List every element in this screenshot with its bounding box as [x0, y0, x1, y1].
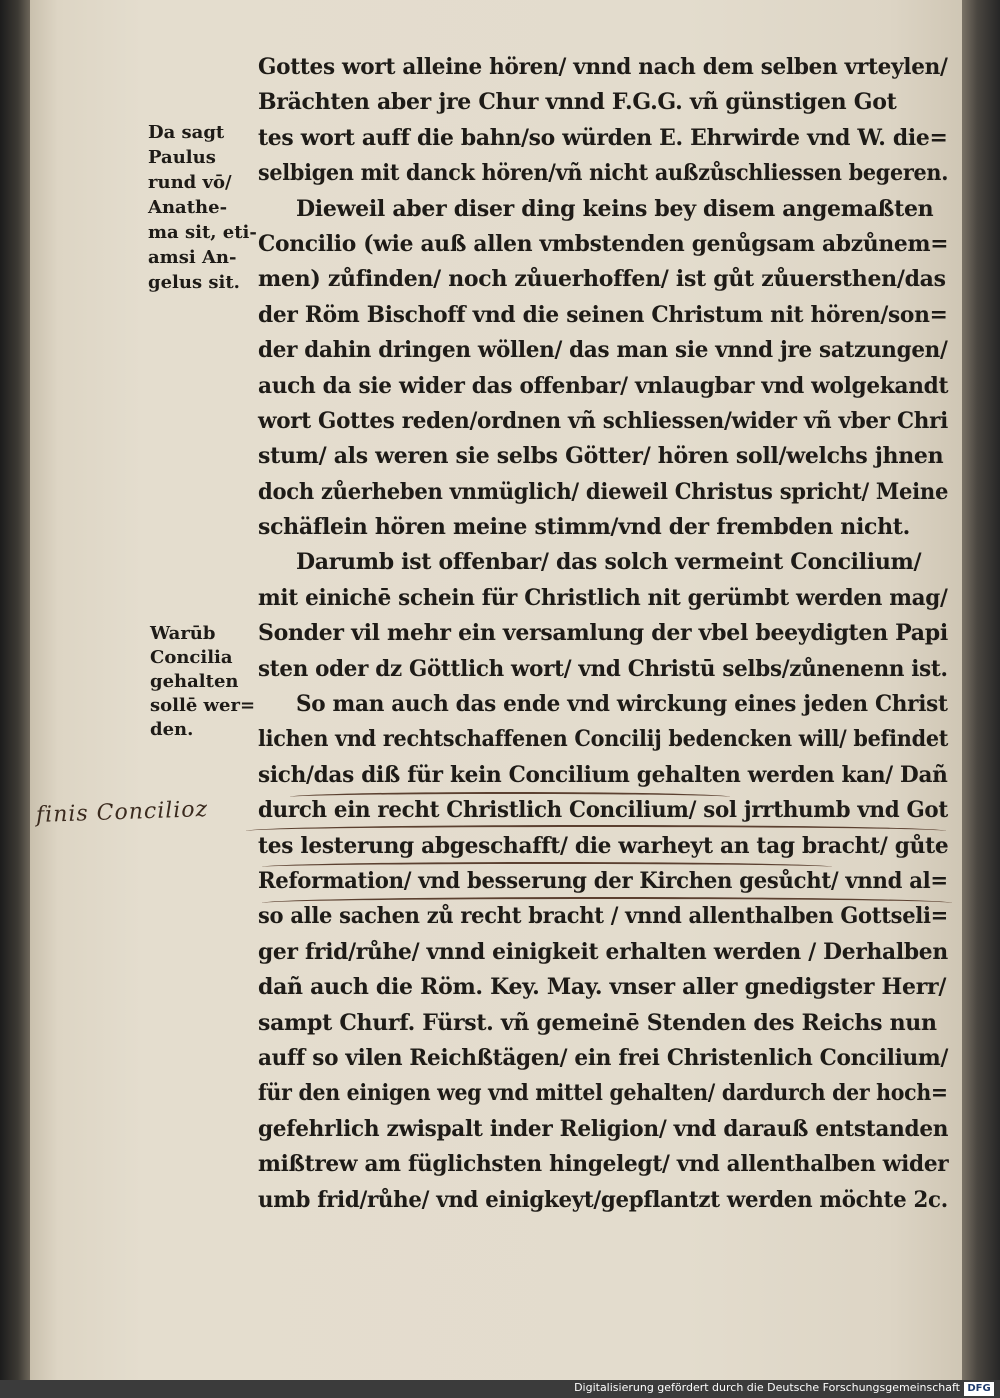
- text-line: mit einichē schein für Christlich nit gerümbt werden mag/: [258, 584, 948, 611]
- ink-underline: [262, 862, 832, 872]
- text-line: umb frid/růhe/ vnd einigkeyt/gepflantzt werden möchte 2c.: [258, 1186, 948, 1213]
- text-line: Sonder vil mehr ein versamlung der vbel beeydigten Papi: [258, 620, 948, 647]
- ink-underline: [246, 825, 946, 837]
- margin-note-line: Concilia: [150, 647, 233, 668]
- text-line: schäflein hören meine stimm/vnd der frembden nicht.: [258, 514, 911, 541]
- text-line: sten oder dz Göttlich wort/ vnd Christū selbs/zůnenenn ist.: [258, 655, 948, 682]
- margin-note-line: gehalten: [150, 671, 239, 692]
- margin-note-line: Warūb: [150, 623, 216, 644]
- text-line: Brächten aber jre Chur vnnd F.G.G. vñ günstigen Got: [258, 89, 897, 116]
- text-line: stum/ als weren sie selbs Götter/ hören soll/welchs jhnen: [258, 443, 944, 470]
- margin-note-line: den.: [150, 719, 194, 740]
- page-left-edge: [0, 0, 30, 1380]
- text-line: so alle sachen zů recht bracht / vnnd allenthalben Gottseli=: [258, 903, 949, 930]
- text-line: auff so vilen Reichßtägen/ ein frei Christenlich Concilium/: [258, 1044, 949, 1071]
- body-text: [258, 50, 948, 1218]
- text-line: Reformation/ vnd besserung der Kirchen gesůcht/ vnnd al=: [258, 867, 948, 894]
- text-line: wort Gottes reden/ordnen vñ schliessen/wider vñ vber Chri: [258, 407, 948, 434]
- margin-note-line: ma sit, eti-: [148, 222, 257, 243]
- text-line: der dahin dringen wöllen/ das man sie vnnd jre satzungen/: [258, 337, 948, 364]
- text-line: Darumb ist offenbar/ das solch vermeint Concilium/: [296, 549, 922, 576]
- text-line: mißtrew am füglichsten hingelegt/ vnd allenthalben wider: [258, 1151, 949, 1178]
- text-line: Concilio (wie auß allen vmbstenden genůgsam abzůnem=: [258, 230, 949, 257]
- text-line: sich/das diß für kein Concilium gehalten werden kan/ Dañ: [258, 761, 948, 788]
- dfg-logo: DFG: [964, 1382, 994, 1396]
- text-line: sampt Churf. Fürst. vñ gemeinē Stenden des Reichs nun: [258, 1009, 937, 1036]
- text-line: durch ein recht Christlich Concilium/ sol jrrthumb vnd Got: [258, 797, 948, 824]
- text-line: lichen vnd rechtschaffenen Concilij bedencken will/ befindet: [258, 726, 949, 753]
- page-right-edge: [962, 0, 1000, 1380]
- margin-note-line: amsi An-: [148, 247, 237, 268]
- text-line: Dieweil aber diser ding keins bey disem angemaßten: [296, 195, 934, 222]
- margin-note-concilia: [150, 622, 255, 742]
- handwritten-marginalia: finis Concilioz: [35, 797, 209, 828]
- margin-note-line: Paulus: [148, 147, 216, 168]
- text-line: Gottes wort alleine hören/ vnnd nach dem selben vrteylen/: [258, 54, 948, 80]
- text-line: gefehrlich zwispalt inder Religion/ vnd darauß entstanden: [258, 1115, 949, 1142]
- margin-note-line: gelus sit.: [148, 272, 240, 293]
- text-line: men) zůfinden/ noch zůuerhoffen/ ist gůt zůuersthen/das: [258, 266, 946, 293]
- margin-note-line: sollē wer=: [150, 695, 256, 716]
- text-line: für den einigen weg vnd mittel gehalten/ dardurch der hoch=: [258, 1080, 948, 1107]
- margin-note-line: Anathe-: [148, 197, 228, 218]
- funding-credit: Digitalisierung gefördert durch die Deutsche Forschungsgemeinschaft: [574, 1381, 960, 1394]
- text-line: dañ auch die Röm. Key. May. vnser aller gnedigster Herr/: [258, 974, 947, 1001]
- text-line: tes lesterung abgeschafft/ die warheyt an tag bracht/ gůte: [258, 832, 949, 859]
- text-line: tes wort auff die bahn/so würden E. Ehrwirde vnd W. die=: [258, 124, 948, 151]
- ink-underline: [290, 792, 730, 802]
- margin-note-line: rund vō/: [148, 172, 232, 193]
- margin-note-line: Da sagt: [148, 122, 225, 143]
- ink-underline: [262, 897, 952, 909]
- text-line: selbigen mit danck hören/vñ nicht außzůschliessen begeren.: [258, 160, 949, 187]
- text-line: ger frid/růhe/ vnnd einigkeit erhalten werden / Derhalben: [258, 938, 948, 965]
- text-line: So man auch das ende vnd wirckung eines jeden Christ: [296, 691, 948, 718]
- text-line: doch zůerheben vnmüglich/ dieweil Christus spricht/ Meine: [258, 478, 949, 505]
- text-line: der Röm Bischoff vnd die seinen Christum nit hören/son=: [258, 301, 948, 328]
- margin-note-anathema: [148, 120, 257, 295]
- text-line: auch da sie wider das offenbar/ vnlaugbar vnd wolgekandt: [258, 372, 949, 399]
